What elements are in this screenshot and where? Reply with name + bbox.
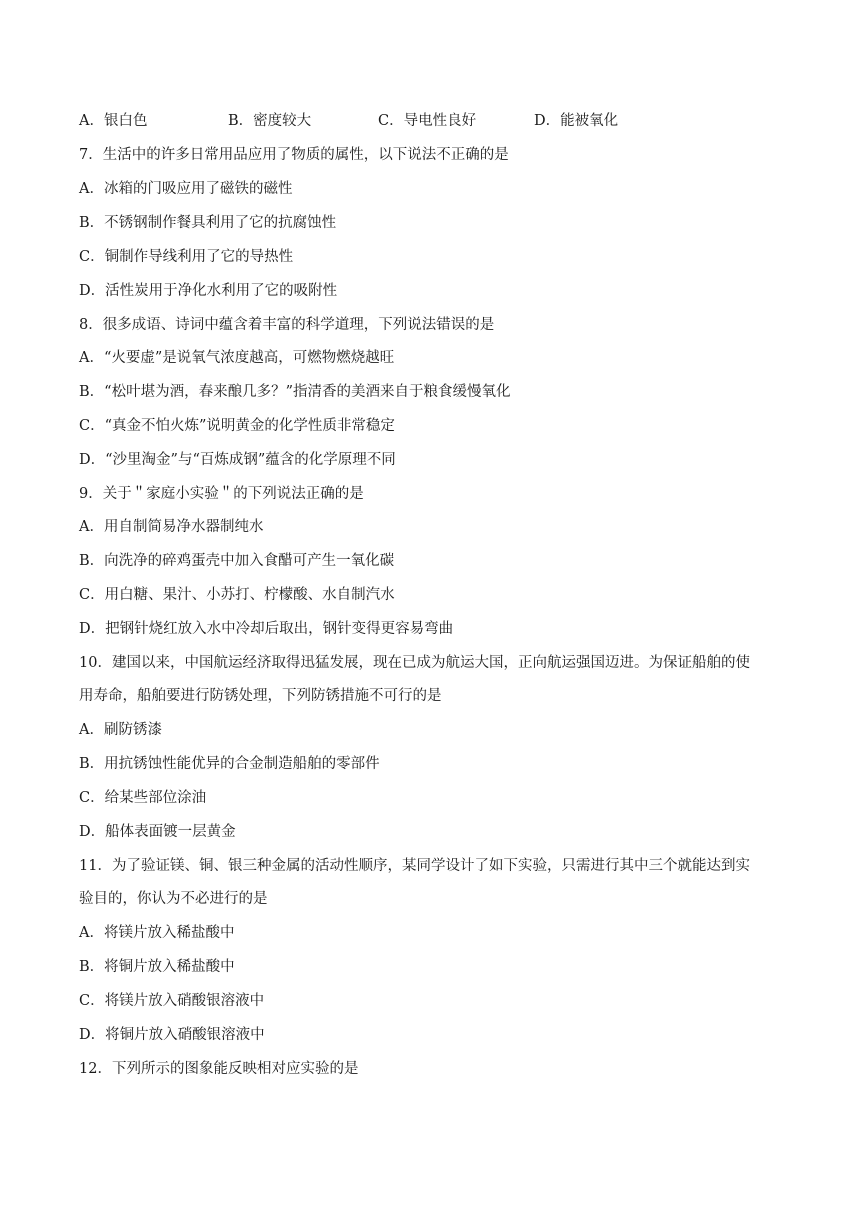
question-7-stem: 7．生活中的许多日常用品应用了物质的属性，以下说法不正确的是	[79, 147, 509, 163]
q9-option-d: D．把钢针烧红放入水中冷却后取出，钢针变得更容易弯曲	[79, 621, 454, 637]
q6-option-a: A．银白色	[79, 113, 148, 129]
question-8-stem: 8．很多成语、诗词中蕴含着丰富的科学道理，下列说法错误的是	[79, 317, 495, 333]
q7-option-d: D．活性炭用于净化水利用了它的吸附性	[79, 283, 338, 299]
q9-option-c: C．用白糖、果汁、小苏打、柠檬酸、水自制汽水	[79, 587, 395, 603]
q6-option-b: B．密度较大	[228, 113, 312, 129]
q7-option-b: B．不锈钢制作餐具利用了它的抗腐蚀性	[79, 215, 337, 231]
q11-option-a: A．将镁片放入稀盐酸中	[79, 925, 235, 941]
q7-option-c: C．铜制作导线利用了它的导热性	[79, 249, 294, 265]
q8-option-c: C．“真金不怕火炼”说明黄金的化学性质非常稳定	[79, 418, 395, 434]
question-10-stem-line-1: 10．建国以来，中国航运经济取得迅猛发展，现在已成为航运大国，正向航运强国迈进。为保证船舶的使	[79, 655, 750, 671]
question-12-stem: 12．下列所示的图象能反映相对应实验的是	[79, 1061, 359, 1077]
q6-option-d: D．能被氧化	[534, 113, 619, 129]
q7-option-a: A．冰箱的门吸应用了磁铁的磁性	[79, 181, 293, 197]
q11-option-c: C．将镁片放入硝酸银溶液中	[79, 993, 265, 1009]
q10-option-a: A．刷防锈漆	[79, 722, 162, 738]
q11-option-d: D．将铜片放入硝酸银溶液中	[79, 1027, 265, 1043]
q10-option-d: D．船体表面镀一层黄金	[79, 824, 236, 840]
q8-option-d: D．“沙里淘金”与“百炼成钢”蕴含的化学原理不同	[79, 452, 396, 468]
question-10-stem-line-2: 用寿命，船舶要进行防锈处理，下列防锈措施不可行的是	[79, 688, 442, 704]
question-11-stem-line-1: 11．为了验证镁、铜、银三种金属的活动性顺序，某同学设计了如下实验，只需进行其中三个就能达到实	[79, 858, 750, 874]
question-11-stem-line-2: 验目的，你认为不必进行的是	[79, 891, 268, 907]
question-9-stem: 9．关于＂家庭小实验＂的下列说法正确的是	[79, 486, 364, 502]
q10-option-c: C．给某些部位涂油	[79, 790, 207, 806]
question-6-options	[79, 111, 799, 131]
q6-option-c: C．导电性良好	[378, 113, 477, 129]
q11-option-b: B．将铜片放入稀盐酸中	[79, 959, 235, 975]
q10-option-b: B．用抗锈蚀性能优异的合金制造船舶的零部件	[79, 756, 380, 772]
q8-option-a: A．“火要虚”是说氧气浓度越高，可燃物燃烧越旺	[79, 350, 395, 366]
q9-option-a: A．用自制简易净水器制纯水	[79, 519, 264, 535]
q8-option-b: B．“松叶堪为酒，春来酿几多？”指清香的美酒来自于粮食缓慢氧化	[79, 384, 511, 400]
q9-option-b: B．向洗净的碎鸡蛋壳中加入食醋可产生一氧化碳	[79, 553, 395, 569]
